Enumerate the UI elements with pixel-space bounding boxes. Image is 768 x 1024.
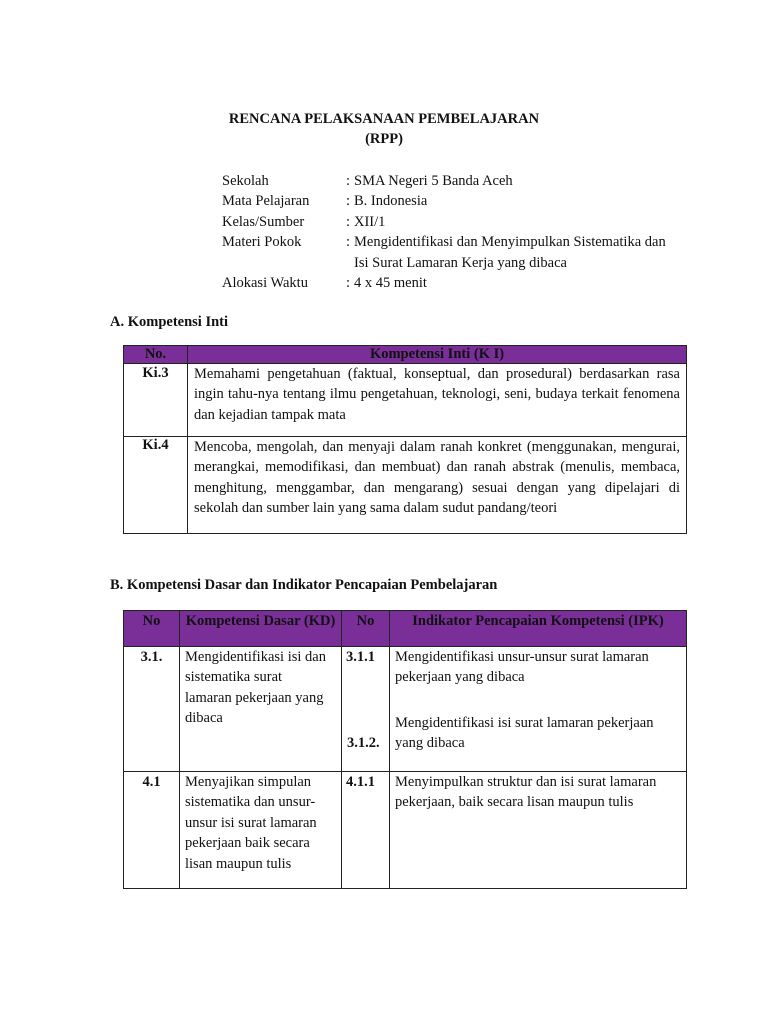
meta-value: SMA Negeri 5 Banda Aceh <box>354 173 513 189</box>
kd-line: dibaca <box>185 710 223 727</box>
ipk-line: pekerjaan, baik secara lisan maupun tulis <box>395 794 634 811</box>
table-header-no: No. <box>124 346 188 364</box>
ki-description: Memahami pengetahuan (faktual, konseptual, dan prosedural) berdasarkan rasa ingin tahu-nya tentang ilmu pengetahuan, teknologi, seni, budaya terkait fenomena dan kejadian tampak mata <box>188 364 687 437</box>
table-row <box>124 364 687 437</box>
kd-line: Menyajikan simpulan <box>185 774 312 790</box>
kd-description <box>180 647 342 772</box>
meta-block <box>222 171 694 293</box>
kd-line: unsur isi surat lamaran <box>185 814 317 831</box>
ipk-description-cell <box>390 647 687 772</box>
meta-label: Materi Pokok <box>222 234 302 251</box>
ipk-line: yang dibaca <box>395 735 465 752</box>
meta-label: Mata Pelajaran <box>222 193 310 210</box>
table-header-ipk: Indikator Pencapaian Kompetensi (IPK) <box>390 611 687 647</box>
ipk-line: Mengidentifikasi isi surat lamaran pekerjaan <box>395 715 654 731</box>
kd-number: 3.1. <box>124 647 180 772</box>
meta-separator: : <box>346 234 351 251</box>
table-header-kd: Kompetensi Dasar (KD) <box>180 611 342 647</box>
ipk-number-cell <box>342 772 390 889</box>
kd-line: pekerjaan baik secara <box>185 835 310 852</box>
ki-number: Ki.4 <box>124 437 188 534</box>
kd-line: lisan maupun tulis <box>185 855 292 872</box>
section-a-heading: A. Kompetensi Inti <box>110 314 229 330</box>
meta-label: Sekolah <box>222 173 269 189</box>
table-row <box>124 647 687 772</box>
meta-row-kelas <box>222 212 694 232</box>
kd-line: sistematika surat <box>185 669 283 686</box>
table-header-ipk-no: No <box>342 611 390 647</box>
section-b-heading: B. Kompetensi Dasar dan Indikator Pencapaian Pembelajaran <box>110 577 498 593</box>
ipk-number: 4.1.1 <box>346 774 375 790</box>
meta-value: XII/1 <box>354 213 386 230</box>
kd-line: lamaran pekerjaan yang <box>185 689 324 706</box>
kompetensi-dasar-table <box>123 610 687 889</box>
meta-separator: : <box>346 274 351 291</box>
table-header-no: No <box>124 611 180 647</box>
ipk-description-cell <box>390 772 687 889</box>
ipk-number: 3.1.1 <box>346 649 375 665</box>
ipk-line: Mengidentifikasi unsur-unsur surat lamaran <box>395 649 649 665</box>
table-header-ki: Kompetensi Inti (K I) <box>188 346 687 364</box>
ki-description: Mencoba, mengolah, dan menyaji dalam ranah konkret (menggunakan, mengurai, merangkai, memodifikasi, dan membuat) dan ranah abstrak (menulis, membaca, menghitung, menggambar, dan mengarang) sesuai dengan yang dipelajari di sekolah dan sumber lain yang sama dalam sudut pandang/teori <box>188 437 687 534</box>
meta-label: Alokasi Waktu <box>222 274 308 291</box>
ipk-line: pekerjaan yang dibaca <box>395 669 525 686</box>
meta-value: 4 x 45 menit <box>354 274 427 291</box>
meta-value-continued: Isi Surat Lamaran Kerja yang dibaca <box>354 254 567 271</box>
meta-row-alokasi-waktu <box>222 273 694 293</box>
meta-value: B. Indonesia <box>354 193 428 210</box>
kd-number: 4.1 <box>124 772 180 889</box>
meta-row-materi-pokok <box>222 232 694 252</box>
document-subtitle: (RPP) <box>365 131 403 147</box>
kd-line: sistematika dan unsur- <box>185 794 316 811</box>
kd-line: Mengidentifikasi isi dan <box>185 649 326 665</box>
ki-number: Ki.3 <box>124 364 188 437</box>
ipk-line: Menyimpulkan struktur dan isi surat lamaran <box>395 774 657 790</box>
table-row <box>124 772 687 889</box>
meta-separator: : <box>346 193 351 210</box>
ipk-number-cell <box>342 647 390 772</box>
meta-label: Kelas/Sumber <box>222 213 305 230</box>
document-title: RENCANA PELAKSANAAN PEMBELAJARAN <box>228 111 540 127</box>
meta-row-mata-pelajaran <box>222 191 694 211</box>
kd-description <box>180 772 342 889</box>
meta-separator: : <box>346 173 351 189</box>
kompetensi-inti-table <box>123 345 687 534</box>
meta-separator: : <box>346 213 351 230</box>
table-row <box>124 437 687 534</box>
meta-row-sekolah <box>222 171 694 191</box>
ipk-number: 3.1.2. <box>347 735 380 751</box>
meta-value: Mengidentifikasi dan Menyimpulkan Sistematika dan <box>354 234 666 251</box>
ipk-block <box>395 713 654 754</box>
